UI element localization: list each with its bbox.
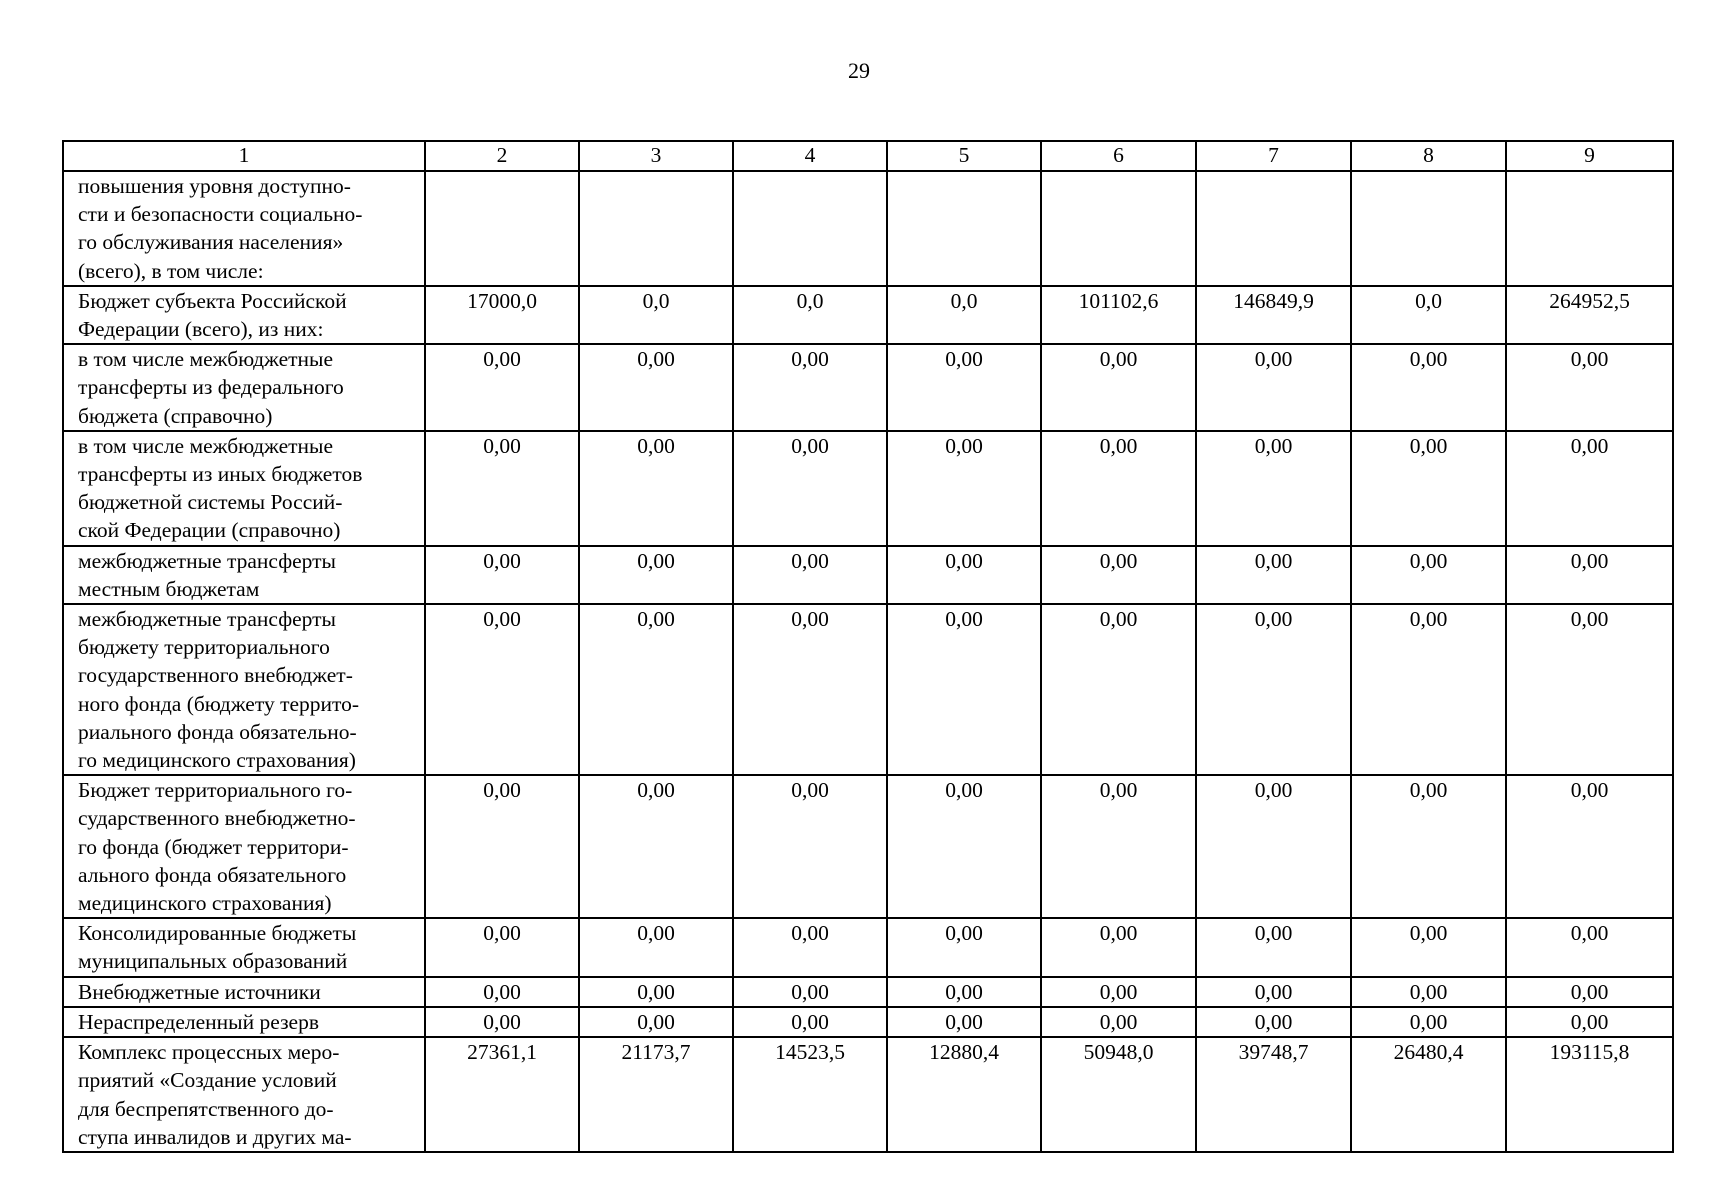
table-body [63,171,1673,1152]
table-row [63,171,1673,286]
value-cell: 0,00 [1041,918,1196,976]
budget-table [62,140,1674,1153]
value-cell [1041,171,1196,286]
table-row [63,1037,1673,1152]
row-label: повышения уровня доступно- сти и безопасности социально- го обслуживания населения» (всего), в том числе: [63,171,425,286]
value-cell: 0,00 [887,918,1041,976]
column-header: 8 [1351,141,1506,171]
value-cell: 0,00 [887,604,1041,775]
value-cell: 0,00 [425,546,579,604]
value-cell: 0,00 [425,1007,579,1037]
column-header: 9 [1506,141,1673,171]
table-row [63,431,1673,546]
value-cell: 0,00 [579,546,733,604]
row-label: межбюджетные трансферты местным бюджетам [63,546,425,604]
value-cell: 39748,7 [1196,1037,1351,1152]
value-cell: 264952,5 [1506,286,1673,344]
row-label: Бюджет субъекта Российской Федерации (всего), из них: [63,286,425,344]
value-cell: 0,00 [1506,344,1673,431]
value-cell: 0,00 [1041,344,1196,431]
value-cell: 0,00 [1351,546,1506,604]
value-cell: 21173,7 [579,1037,733,1152]
value-cell: 0,00 [1041,604,1196,775]
value-cell: 50948,0 [1041,1037,1196,1152]
value-cell: 0,00 [733,775,887,918]
value-cell: 0,00 [1351,775,1506,918]
value-cell: 0,00 [579,775,733,918]
row-label: Комплекс процессных меро- приятий «Создание условий для беспрепятственного до- ступа инвалидов и других ма- [63,1037,425,1152]
value-cell: 0,00 [1351,344,1506,431]
value-cell: 14523,5 [733,1037,887,1152]
value-cell: 0,00 [1041,1007,1196,1037]
value-cell: 0,00 [425,431,579,546]
value-cell: 0,00 [1506,977,1673,1007]
value-cell: 26480,4 [1351,1037,1506,1152]
value-cell [733,171,887,286]
value-cell: 0,00 [1506,918,1673,976]
value-cell: 0,00 [579,918,733,976]
value-cell: 0,00 [1351,431,1506,546]
value-cell: 0,00 [733,977,887,1007]
value-cell: 0,00 [425,604,579,775]
value-cell: 0,00 [1196,1007,1351,1037]
value-cell: 0,00 [733,918,887,976]
value-cell: 0,0 [579,286,733,344]
value-cell [1196,171,1351,286]
value-cell [887,171,1041,286]
value-cell [425,171,579,286]
value-cell: 0,00 [1041,775,1196,918]
row-label: Нераспределенный резерв [63,1007,425,1037]
value-cell: 0,00 [733,546,887,604]
value-cell: 0,00 [1351,604,1506,775]
table-row [63,286,1673,344]
value-cell: 12880,4 [887,1037,1041,1152]
table-row [63,344,1673,431]
value-cell: 146849,9 [1196,286,1351,344]
value-cell: 0,00 [1506,775,1673,918]
table-row [63,918,1673,976]
value-cell: 0,00 [887,431,1041,546]
row-label: Бюджет территориального го- сударственного внебюджетно- го фонда (бюджет территори- ального фонда обязательного медицинского страхования) [63,775,425,918]
value-cell: 0,00 [1506,431,1673,546]
column-header: 7 [1196,141,1351,171]
table-row [63,604,1673,775]
table-row [63,1007,1673,1037]
value-cell: 0,00 [1196,604,1351,775]
value-cell: 0,00 [733,604,887,775]
value-cell: 17000,0 [425,286,579,344]
value-cell: 0,00 [579,604,733,775]
value-cell: 0,00 [579,1007,733,1037]
value-cell [579,171,733,286]
value-cell: 0,00 [1506,546,1673,604]
value-cell: 0,00 [887,775,1041,918]
column-header: 4 [733,141,887,171]
value-cell: 0,0 [1351,286,1506,344]
table-row [63,775,1673,918]
value-cell: 0,00 [887,546,1041,604]
value-cell: 0,00 [1351,977,1506,1007]
value-cell: 0,0 [733,286,887,344]
value-cell [1506,171,1673,286]
value-cell: 0,00 [1196,431,1351,546]
value-cell: 0,00 [1196,918,1351,976]
row-label: Консолидированные бюджеты муниципальных образований [63,918,425,976]
row-label: Внебюджетные источники [63,977,425,1007]
value-cell: 0,00 [733,431,887,546]
value-cell: 0,00 [579,431,733,546]
value-cell: 101102,6 [1041,286,1196,344]
value-cell: 0,00 [887,977,1041,1007]
column-header: 6 [1041,141,1196,171]
column-number-row [63,141,1673,171]
value-cell: 0,00 [579,344,733,431]
value-cell: 0,00 [425,977,579,1007]
column-header: 5 [887,141,1041,171]
row-label: межбюджетные трансферты бюджету территориального государственного внебюджет- ного фонда (бюджету террито- риального фонда обязательно- го медицинского страхования) [63,604,425,775]
value-cell: 27361,1 [425,1037,579,1152]
value-cell: 0,0 [887,286,1041,344]
value-cell: 0,00 [1041,431,1196,546]
value-cell: 0,00 [1506,1007,1673,1037]
value-cell: 0,00 [579,977,733,1007]
value-cell: 0,00 [1196,344,1351,431]
value-cell: 0,00 [1351,1007,1506,1037]
value-cell: 0,00 [1041,977,1196,1007]
page-number: 29 [848,58,870,83]
value-cell: 193115,8 [1506,1037,1673,1152]
value-cell: 0,00 [1196,546,1351,604]
value-cell: 0,00 [733,344,887,431]
value-cell: 0,00 [1196,977,1351,1007]
column-header: 1 [63,141,425,171]
value-cell: 0,00 [425,775,579,918]
value-cell: 0,00 [887,344,1041,431]
value-cell: 0,00 [425,344,579,431]
table-row [63,546,1673,604]
value-cell: 0,00 [1196,775,1351,918]
value-cell: 0,00 [1351,918,1506,976]
value-cell: 0,00 [425,918,579,976]
value-cell: 0,00 [1041,546,1196,604]
value-cell: 0,00 [733,1007,887,1037]
column-header: 2 [425,141,579,171]
table-row [63,977,1673,1007]
row-label: в том числе межбюджетные трансферты из федерального бюджета (справочно) [63,344,425,431]
value-cell: 0,00 [887,1007,1041,1037]
column-header: 3 [579,141,733,171]
row-label: в том числе межбюджетные трансферты из иных бюджетов бюджетной системы Россий- ской Федерации (справочно) [63,431,425,546]
value-cell [1351,171,1506,286]
value-cell: 0,00 [1506,604,1673,775]
